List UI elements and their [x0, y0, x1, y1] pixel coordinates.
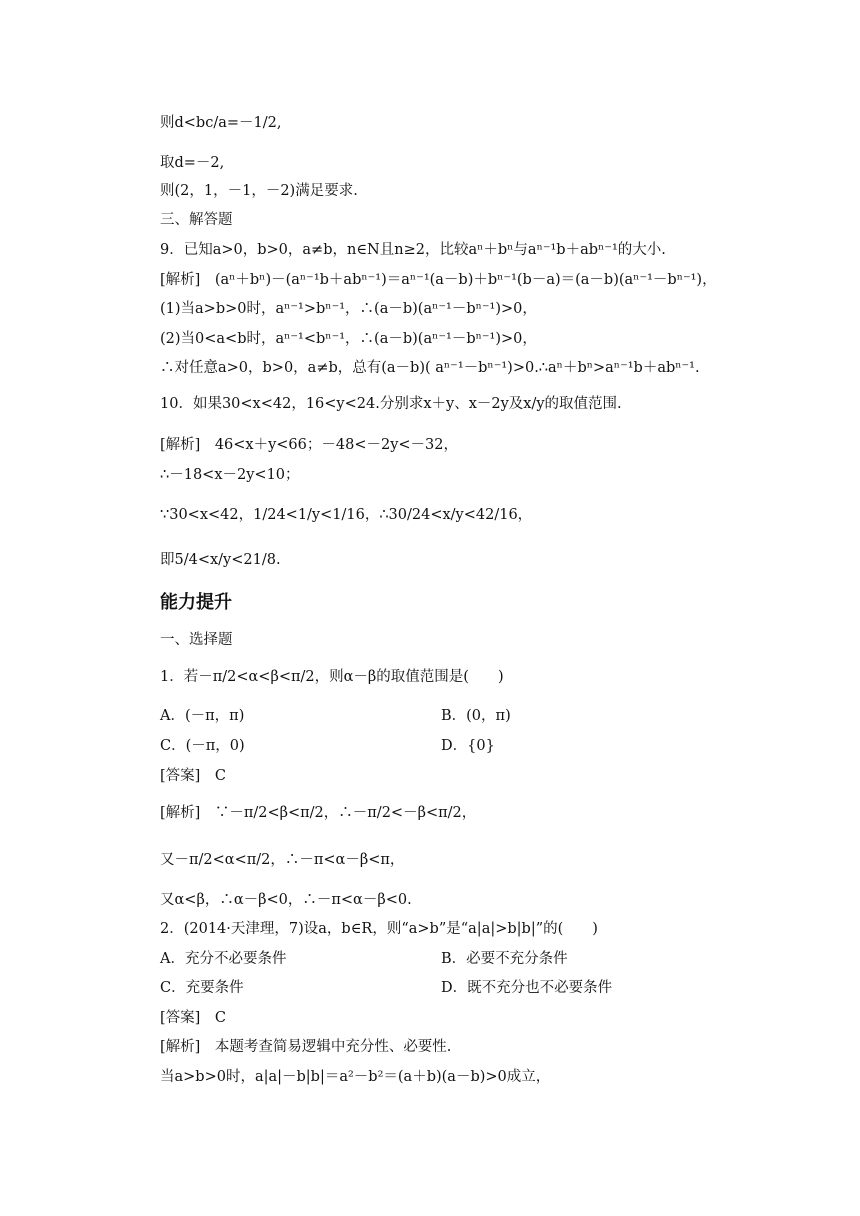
analysis-line: 当a>b>0时，a|a|－b|b|＝a²－b²＝(a＋b)(a－b)>0成立，: [160, 1069, 551, 1085]
analysis-line: 即5/4<x/y<21/8.: [160, 552, 281, 568]
analysis-line: ∵30<x<42，1/24<1/y<1/16，∴30/24<x/y<42/16，: [160, 507, 533, 523]
analysis-line: 又－π/2<α<π/2，∴－π<α－β<π，: [160, 852, 405, 868]
answer: [答案] C: [160, 768, 226, 784]
text-line: 则d<bc/a=－1/2,: [160, 115, 282, 131]
sub-title: 一、选择题: [160, 632, 233, 648]
analysis-line: ∴对任意a>0，b>0，a≠b，总有(a－b)( aⁿ⁻¹－bⁿ⁻¹)>0.∴aⁿ＋bⁿ>aⁿ⁻¹b＋abⁿ⁻¹.: [160, 360, 700, 376]
question-9: 9．已知a>0，b>0，a≠b，n∈N且n≥2，比较aⁿ＋bⁿ与aⁿ⁻¹b＋abⁿ⁻¹的大小.: [160, 242, 666, 258]
text-line: 取d=－2,: [160, 155, 225, 171]
question-1-stem: 1．若－π/2<α<β<π/2，则α－β的取值范围是( ): [160, 669, 504, 685]
question-2-stem: 2．(2014·天津理，7)设a，b∈R，则“a>b”是“a|a|>b|b|”的( ): [160, 921, 598, 937]
option-a: A．充分不必要条件: [160, 951, 287, 967]
analysis-line: (2)当0<a<b时，aⁿ⁻¹<bⁿ⁻¹，∴(a－b)(aⁿ⁻¹－bⁿ⁻¹)>0，: [160, 331, 537, 347]
analysis-line: [解析] (aⁿ＋bⁿ)－(aⁿ⁻¹b＋abⁿ⁻¹)＝aⁿ⁻¹(a－b)＋bⁿ⁻¹(b－a)＝(a－b)(aⁿ⁻¹－bⁿ⁻¹)，: [160, 272, 717, 288]
option-a: A．(－π，π): [160, 708, 245, 724]
section-label: 三、解答题: [160, 212, 233, 228]
question-10: 10．如果30<x<42，16<y<24.分别求x＋y、x－2y及x/y的取值范围.: [160, 396, 622, 412]
option-b: B．必要不充分条件: [441, 951, 568, 967]
analysis-line: [解析] 46<x＋y<66；－48<－2y<－32，: [160, 437, 458, 453]
option-c: C．(－π，0): [160, 738, 245, 754]
analysis-line: ∴－18<x－2y<10；: [160, 467, 300, 483]
section-title: 能力提升: [160, 592, 232, 613]
text-line: 则(2，1，－1，－2)满足要求.: [160, 183, 358, 199]
option-d: D．既不充分也不必要条件: [441, 980, 613, 996]
analysis-line: [解析] ∵－π/2<β<π/2，∴－π/2<－β<π/2，: [160, 805, 477, 821]
answer: [答案] C: [160, 1010, 226, 1026]
option-b: B．(0，π): [441, 708, 511, 724]
option-d: D．{0}: [441, 738, 495, 754]
analysis-line: (1)当a>b>0时，aⁿ⁻¹>bⁿ⁻¹，∴(a－b)(aⁿ⁻¹－bⁿ⁻¹)>0，: [160, 301, 537, 317]
analysis-line: [解析] 本题考查简易逻辑中充分性、必要性.: [160, 1039, 452, 1055]
option-c: C．充要条件: [160, 980, 244, 996]
analysis-line: 又α<β，∴α－β<0，∴－π<α－β<0.: [160, 892, 412, 908]
